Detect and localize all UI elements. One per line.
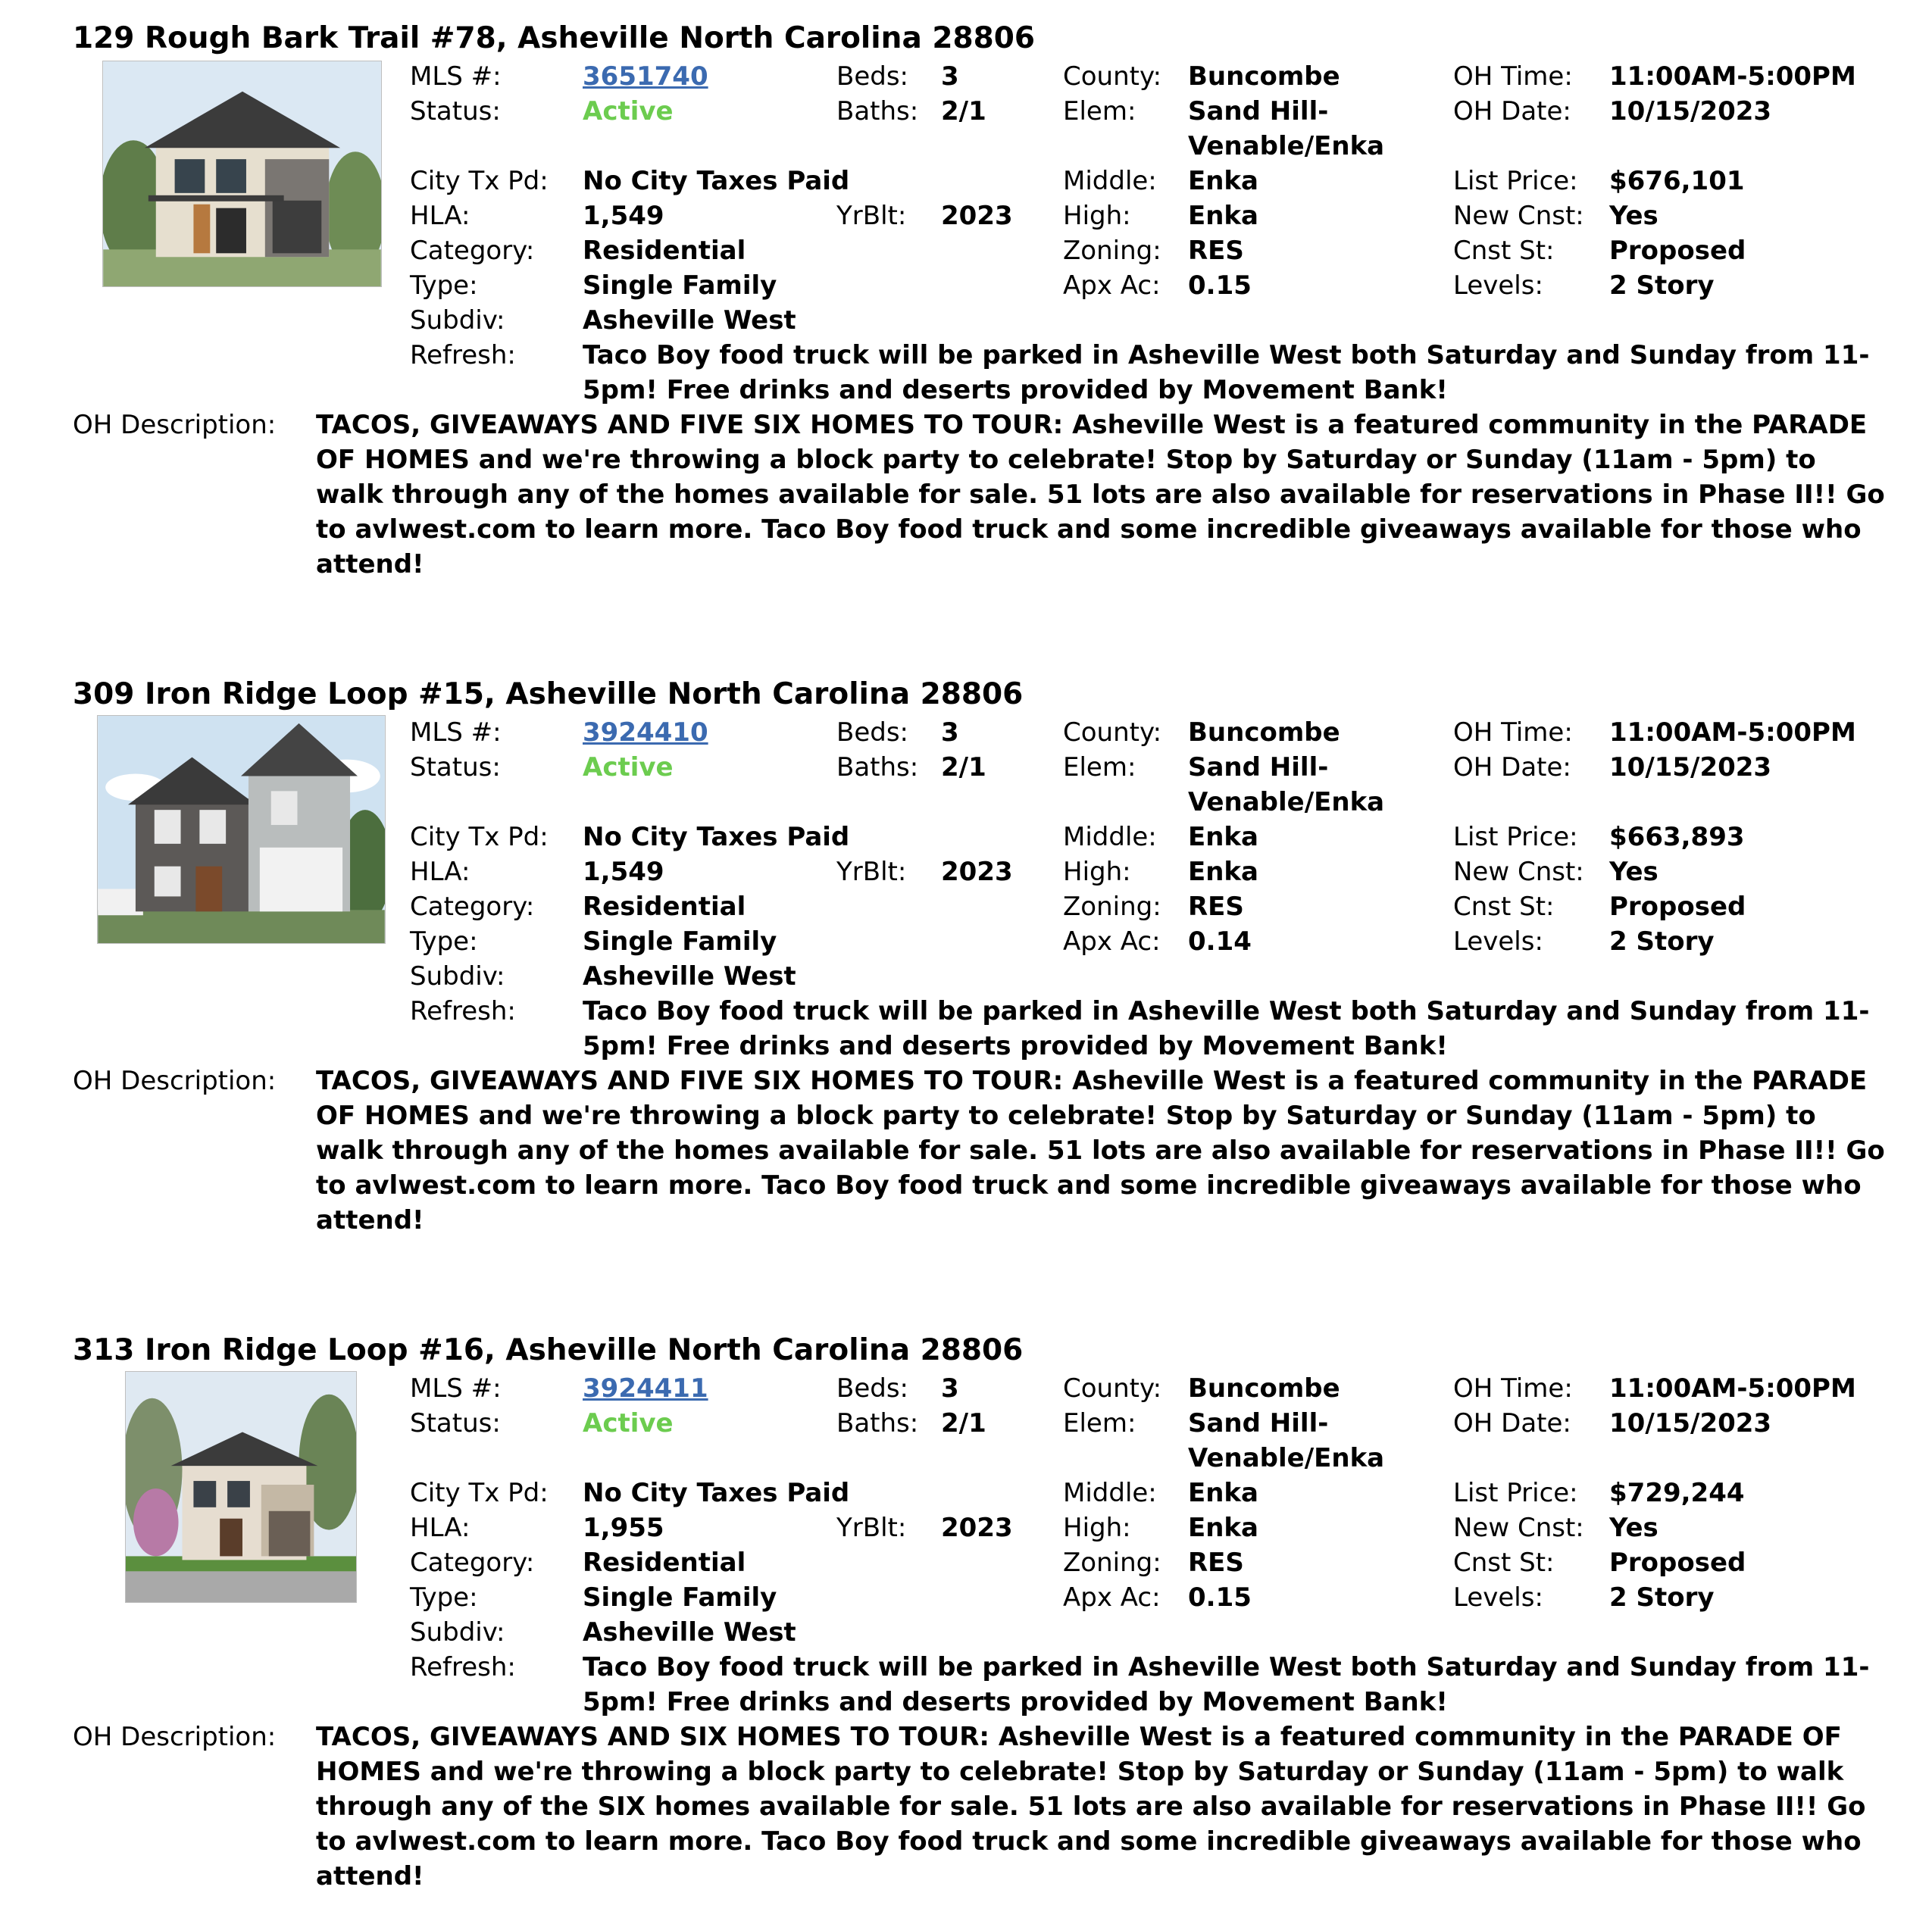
listing: [0, 0, 1932, 606]
city-tax-value: No City Taxes Paid: [583, 166, 850, 196]
beds-label: Beds:: [836, 717, 908, 748]
county-value: Buncombe: [1188, 717, 1340, 748]
category-value: Residential: [583, 892, 746, 922]
property-photo[interactable]: [102, 61, 382, 287]
hla-label: HLA:: [410, 857, 470, 887]
high-value: Enka: [1188, 857, 1258, 887]
apx-ac-value: 0.15: [1188, 270, 1252, 301]
property-photo[interactable]: [97, 715, 386, 944]
levels-label: Levels:: [1453, 926, 1543, 957]
refresh-value: Taco Boy food truck will be parked in Asheville West both Saturday and Sunday from 11-5pm! Free drinks and deserts provided by Movement Bank!: [583, 1652, 1870, 1717]
oh-time-value: 11:00AM-5:00PM: [1609, 61, 1856, 92]
refresh-value: Taco Boy food truck will be parked in Asheville West both Saturday and Sunday from 11-5pm! Free drinks and deserts provided by Movement Bank!: [583, 340, 1870, 405]
yrblt-label: YrBlt:: [836, 201, 907, 231]
listing-address: 313 Iron Ridge Loop #16, Asheville North Carolina 28806: [73, 1333, 1024, 1367]
high-label: High:: [1063, 857, 1131, 887]
yrblt-value: 2023: [941, 857, 1013, 887]
oh-date-value: 10/15/2023: [1609, 752, 1772, 783]
list-price-value: $663,893: [1609, 822, 1745, 852]
house-rendering-image: [98, 716, 385, 943]
new-cnst-label: New Cnst:: [1453, 201, 1584, 231]
county-value: Buncombe: [1188, 61, 1340, 92]
mls-number-link[interactable]: 3924411: [583, 1373, 708, 1404]
levels-label: Levels:: [1453, 1582, 1543, 1613]
city-tax-value: No City Taxes Paid: [583, 1478, 850, 1508]
subdiv-label: Subdiv:: [410, 305, 505, 336]
category-label: Category:: [410, 236, 535, 266]
middle-label: Middle:: [1063, 1478, 1157, 1508]
cnst-st-value: Proposed: [1609, 892, 1746, 922]
list-price-label: List Price:: [1453, 166, 1578, 196]
elem-value: Sand Hill-Venable/Enka: [1188, 752, 1385, 817]
baths-label: Baths:: [836, 752, 919, 783]
oh-time-value: 11:00AM-5:00PM: [1609, 1373, 1856, 1404]
apx-ac-value: 0.14: [1188, 926, 1252, 957]
list-price-value: $729,244: [1609, 1478, 1745, 1508]
listing: [0, 1312, 1932, 1918]
cnst-st-value: Proposed: [1609, 1548, 1746, 1578]
new-cnst-label: New Cnst:: [1453, 1513, 1584, 1543]
baths-label: Baths:: [836, 1408, 919, 1438]
subdiv-value: Asheville West: [583, 961, 796, 992]
city-tax-value: No City Taxes Paid: [583, 822, 850, 852]
oh-description-label: OH Description:: [73, 1722, 277, 1752]
type-label: Type:: [410, 926, 478, 957]
zoning-label: Zoning:: [1063, 1548, 1161, 1578]
oh-date-label: OH Date:: [1453, 96, 1571, 127]
county-label: County:: [1063, 717, 1162, 748]
elem-label: Elem:: [1063, 752, 1136, 783]
oh-description-value: TACOS, GIVEAWAYS AND SIX HOMES TO TOUR: Asheville West is a featured community in the PARADE OF HOMES and we're throwing a block party to celebrate! Stop by Saturday or Sunday (11am - 5pm) to walk through any of the SIX homes available for sale. 51 lots are also available for reservations in Phase II!! Go to avlwest.com to learn more. Taco Boy food truck and some incredible giveaways available for those who attend!: [316, 1722, 1866, 1891]
hla-value: 1,549: [583, 201, 664, 231]
cnst-st-label: Cnst St:: [1453, 1548, 1555, 1578]
list-price-value: $676,101: [1609, 166, 1745, 196]
middle-value: Enka: [1188, 1478, 1258, 1508]
yrblt-label: YrBlt:: [836, 857, 907, 887]
cnst-st-label: Cnst St:: [1453, 892, 1555, 922]
type-value: Single Family: [583, 926, 777, 957]
subdiv-value: Asheville West: [583, 1617, 796, 1648]
beds-label: Beds:: [836, 1373, 908, 1404]
zoning-value: RES: [1188, 1548, 1244, 1578]
city-tax-label: City Tx Pd:: [410, 166, 549, 196]
levels-value: 2 Story: [1609, 1582, 1715, 1613]
hla-value: 1,955: [583, 1513, 664, 1543]
zoning-label: Zoning:: [1063, 236, 1161, 266]
oh-description-label: OH Description:: [73, 1066, 277, 1096]
levels-label: Levels:: [1453, 270, 1543, 301]
city-tax-label: City Tx Pd:: [410, 822, 549, 852]
type-value: Single Family: [583, 270, 777, 301]
baths-label: Baths:: [836, 96, 919, 127]
new-cnst-label: New Cnst:: [1453, 857, 1584, 887]
levels-value: 2 Story: [1609, 270, 1715, 301]
oh-time-label: OH Time:: [1453, 717, 1573, 748]
oh-date-value: 10/15/2023: [1609, 96, 1772, 127]
oh-time-value: 11:00AM-5:00PM: [1609, 717, 1856, 748]
oh-date-label: OH Date:: [1453, 1408, 1571, 1438]
middle-value: Enka: [1188, 166, 1258, 196]
listing-address: 129 Rough Bark Trail #78, Asheville North Carolina 28806: [73, 21, 1036, 55]
baths-value: 2/1: [941, 96, 986, 127]
type-label: Type:: [410, 1582, 478, 1613]
cnst-st-value: Proposed: [1609, 236, 1746, 266]
type-label: Type:: [410, 270, 478, 301]
oh-description-value: TACOS, GIVEAWAYS AND FIVE SIX HOMES TO TOUR: Asheville West is a featured community in the PARADE OF HOMES and we're throwing a block party to celebrate! Stop by Saturday or Sunday (11am - 5pm) to walk through any of the homes available for sale. 51 lots are also available for reservations in Phase II!! Go to avlwest.com to learn more. Taco Boy food truck and some incredible giveaways available for those who attend!: [316, 410, 1885, 579]
high-value: Enka: [1188, 201, 1258, 231]
new-cnst-value: Yes: [1609, 857, 1658, 887]
subdiv-label: Subdiv:: [410, 1617, 505, 1648]
category-value: Residential: [583, 1548, 746, 1578]
status-value: Active: [583, 1408, 674, 1438]
listing-address: 309 Iron Ridge Loop #15, Asheville North Carolina 28806: [73, 677, 1024, 711]
oh-date-value: 10/15/2023: [1609, 1408, 1772, 1438]
elem-label: Elem:: [1063, 1408, 1136, 1438]
elem-label: Elem:: [1063, 96, 1136, 127]
status-label: Status:: [410, 752, 501, 783]
high-label: High:: [1063, 201, 1131, 231]
mls-number-link[interactable]: 3924410: [583, 717, 708, 748]
beds-value: 3: [941, 61, 959, 92]
category-label: Category:: [410, 892, 535, 922]
oh-time-label: OH Time:: [1453, 61, 1573, 92]
subdiv-label: Subdiv:: [410, 961, 505, 992]
baths-value: 2/1: [941, 752, 986, 783]
listing: [0, 656, 1932, 1262]
levels-value: 2 Story: [1609, 926, 1715, 957]
beds-value: 3: [941, 1373, 959, 1404]
refresh-label: Refresh:: [410, 340, 516, 370]
yrblt-label: YrBlt:: [836, 1513, 907, 1543]
mls-label: MLS #:: [410, 1373, 502, 1404]
hla-label: HLA:: [410, 1513, 470, 1543]
status-label: Status:: [410, 96, 501, 127]
new-cnst-value: Yes: [1609, 201, 1658, 231]
apx-ac-label: Apx Ac:: [1063, 926, 1161, 957]
property-photo[interactable]: [125, 1371, 357, 1603]
elem-value: Sand Hill-Venable/Enka: [1188, 96, 1385, 161]
status-value: Active: [583, 96, 674, 127]
apx-ac-label: Apx Ac:: [1063, 270, 1161, 301]
oh-date-label: OH Date:: [1453, 752, 1571, 783]
baths-value: 2/1: [941, 1408, 986, 1438]
county-value: Buncombe: [1188, 1373, 1340, 1404]
beds-value: 3: [941, 717, 959, 748]
subdiv-value: Asheville West: [583, 305, 796, 336]
oh-description-label: OH Description:: [73, 410, 277, 440]
cnst-st-label: Cnst St:: [1453, 236, 1555, 266]
status-label: Status:: [410, 1408, 501, 1438]
high-label: High:: [1063, 1513, 1131, 1543]
middle-label: Middle:: [1063, 166, 1157, 196]
oh-description-value: TACOS, GIVEAWAYS AND FIVE SIX HOMES TO TOUR: Asheville West is a featured community in the PARADE OF HOMES and we're throwing a block party to celebrate! Stop by Saturday or Sunday (11am - 5pm) to walk through any of the homes available for sale. 51 lots are also available for reservations in Phase II!! Go to avlwest.com to learn more. Taco Boy food truck and some incredible giveaways available for those who attend!: [316, 1066, 1885, 1235]
oh-time-label: OH Time:: [1453, 1373, 1573, 1404]
middle-label: Middle:: [1063, 822, 1157, 852]
refresh-value: Taco Boy food truck will be parked in Asheville West both Saturday and Sunday from 11-5pm! Free drinks and deserts provided by Movement Bank!: [583, 996, 1870, 1061]
new-cnst-value: Yes: [1609, 1513, 1658, 1543]
category-value: Residential: [583, 236, 746, 266]
list-price-label: List Price:: [1453, 1478, 1578, 1508]
beds-label: Beds:: [836, 61, 908, 92]
yrblt-value: 2023: [941, 1513, 1013, 1543]
county-label: County:: [1063, 1373, 1162, 1404]
hla-label: HLA:: [410, 201, 470, 231]
type-value: Single Family: [583, 1582, 777, 1613]
refresh-label: Refresh:: [410, 1652, 516, 1682]
yrblt-value: 2023: [941, 201, 1013, 231]
refresh-label: Refresh:: [410, 996, 516, 1026]
city-tax-label: City Tx Pd:: [410, 1478, 549, 1508]
zoning-value: RES: [1188, 236, 1244, 266]
middle-value: Enka: [1188, 822, 1258, 852]
zoning-label: Zoning:: [1063, 892, 1161, 922]
apx-ac-label: Apx Ac:: [1063, 1582, 1161, 1613]
status-value: Active: [583, 752, 674, 783]
zoning-value: RES: [1188, 892, 1244, 922]
county-label: County:: [1063, 61, 1162, 92]
house-rendering-image: [103, 61, 381, 286]
category-label: Category:: [410, 1548, 535, 1578]
hla-value: 1,549: [583, 857, 664, 887]
list-price-label: List Price:: [1453, 822, 1578, 852]
mls-number-link[interactable]: 3651740: [583, 61, 708, 92]
apx-ac-value: 0.15: [1188, 1582, 1252, 1613]
house-rendering-image: [126, 1372, 356, 1602]
elem-value: Sand Hill-Venable/Enka: [1188, 1408, 1385, 1473]
mls-label: MLS #:: [410, 717, 502, 748]
mls-label: MLS #:: [410, 61, 502, 92]
high-value: Enka: [1188, 1513, 1258, 1543]
